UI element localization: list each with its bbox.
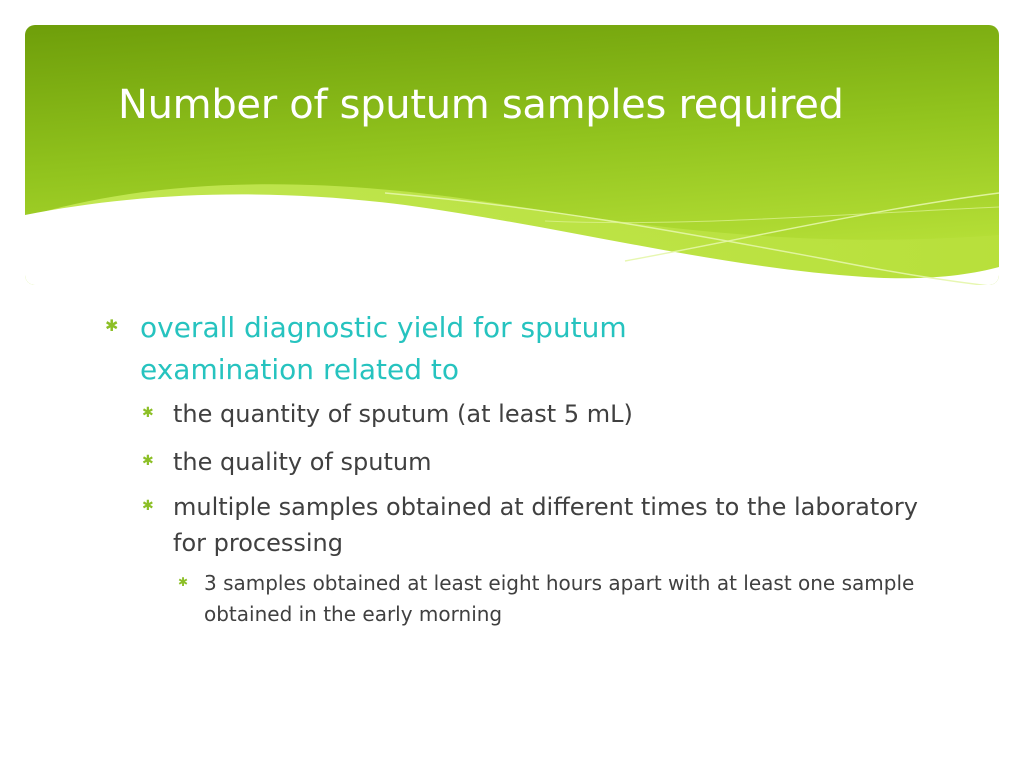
asterisk-bullet-icon: ✱ <box>178 575 189 589</box>
asterisk-bullet-icon: ✱ <box>105 316 119 335</box>
bullet-item-level2 <box>142 489 922 561</box>
bullet-item-level3 <box>178 568 918 630</box>
bullet-item-level1 <box>105 307 745 391</box>
asterisk-bullet-icon: ✱ <box>142 498 154 514</box>
bullet-text: 3 samples obtained at least eight hours apart with at least one sample obtained in the early morning <box>204 571 915 626</box>
bullet-item-level2 <box>142 444 922 480</box>
bullet-text: the quantity of sputum (at least 5 mL) <box>173 400 633 428</box>
slide-title: Number of sputum samples required <box>118 82 844 128</box>
bullet-item-level2 <box>142 396 922 432</box>
bullet-text: overall diagnostic yield for sputum examination related to <box>140 311 627 386</box>
bullet-text: the quality of sputum <box>173 448 432 476</box>
asterisk-bullet-icon: ✱ <box>142 453 154 469</box>
bullet-text: multiple samples obtained at different times to the laboratory for processing <box>173 493 918 557</box>
asterisk-bullet-icon: ✱ <box>142 405 154 421</box>
